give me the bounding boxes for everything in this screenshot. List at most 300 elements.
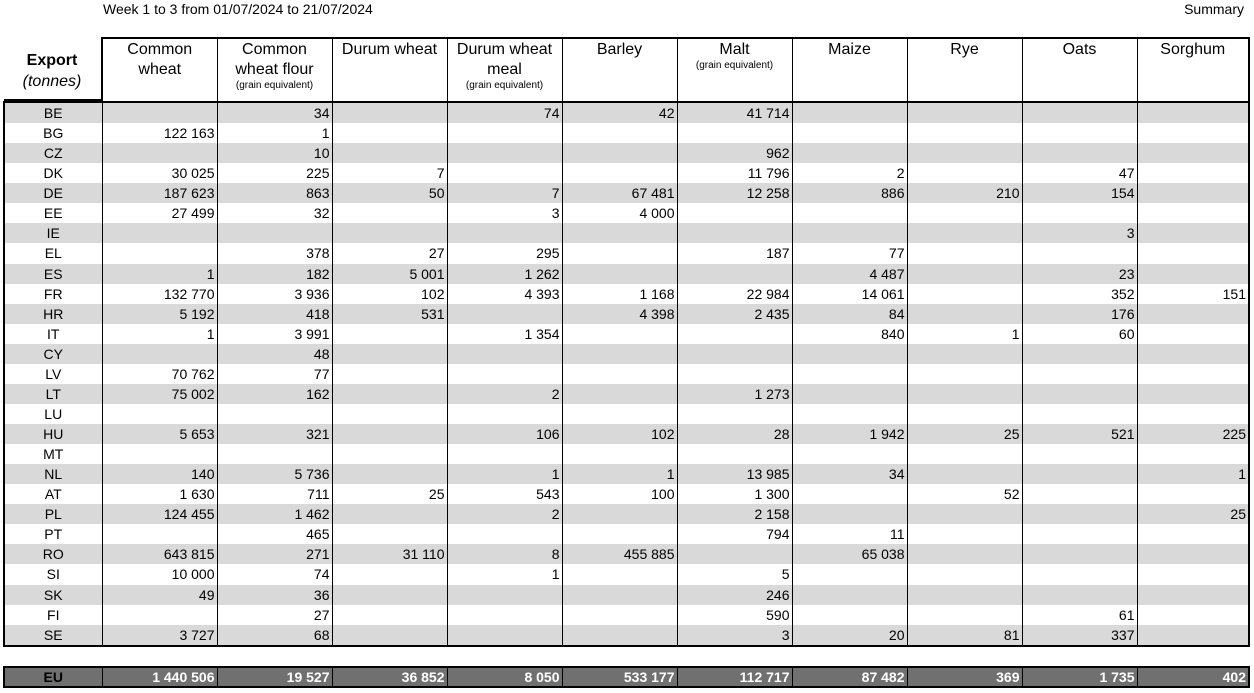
value-cell bbox=[1137, 183, 1249, 203]
value-cell bbox=[1022, 364, 1137, 384]
column-header: Oats bbox=[1022, 38, 1137, 102]
value-cell bbox=[1137, 544, 1249, 564]
table-row bbox=[4, 504, 1249, 524]
value-cell bbox=[1022, 444, 1137, 464]
column-header: Barley bbox=[562, 38, 677, 102]
value-cell: 225 bbox=[217, 163, 332, 183]
table-row bbox=[4, 344, 1249, 364]
value-cell bbox=[1137, 524, 1249, 544]
value-cell: 5 736 bbox=[217, 464, 332, 484]
table-row bbox=[4, 404, 1249, 424]
value-cell: 22 984 bbox=[677, 284, 792, 304]
value-cell bbox=[562, 524, 677, 544]
value-cell: 337 bbox=[1022, 625, 1137, 646]
value-cell bbox=[792, 102, 907, 123]
value-cell: 840 bbox=[792, 324, 907, 344]
value-cell bbox=[332, 384, 447, 404]
value-cell bbox=[907, 243, 1022, 263]
summary-label: Summary bbox=[1184, 1, 1244, 17]
value-cell: 1 942 bbox=[792, 424, 907, 444]
value-cell bbox=[217, 223, 332, 243]
value-cell bbox=[102, 444, 217, 464]
value-cell bbox=[102, 143, 217, 163]
value-cell: 27 bbox=[332, 243, 447, 263]
value-cell bbox=[102, 243, 217, 263]
export-label-title: Export bbox=[26, 52, 78, 69]
value-cell: 106 bbox=[447, 424, 562, 444]
value-cell bbox=[677, 444, 792, 464]
table-row bbox=[4, 484, 1249, 504]
value-cell: 60 bbox=[1022, 324, 1137, 344]
value-cell: 352 bbox=[1022, 284, 1137, 304]
value-cell: 42 bbox=[562, 102, 677, 123]
value-cell: 418 bbox=[217, 304, 332, 324]
value-cell: 1 bbox=[447, 464, 562, 484]
value-cell bbox=[907, 585, 1022, 605]
value-cell: 36 bbox=[217, 585, 332, 605]
value-cell bbox=[332, 123, 447, 143]
country-cell: IE bbox=[4, 223, 102, 243]
table-header bbox=[4, 38, 1249, 102]
export-label-unit: (tonnes) bbox=[22, 73, 82, 90]
value-cell bbox=[562, 243, 677, 263]
value-cell bbox=[1137, 564, 1249, 584]
country-cell: MT bbox=[4, 444, 102, 464]
table-row bbox=[4, 464, 1249, 484]
value-cell bbox=[1137, 243, 1249, 263]
value-cell: 122 163 bbox=[102, 123, 217, 143]
value-cell: 102 bbox=[332, 284, 447, 304]
value-cell: 154 bbox=[1022, 183, 1137, 203]
country-cell: FI bbox=[4, 605, 102, 625]
value-cell bbox=[1137, 585, 1249, 605]
value-cell bbox=[447, 223, 562, 243]
value-cell bbox=[562, 364, 677, 384]
value-cell: 1 168 bbox=[562, 284, 677, 304]
export-underline bbox=[4, 99, 101, 101]
value-cell bbox=[102, 605, 217, 625]
value-cell bbox=[907, 163, 1022, 183]
value-cell: 2 bbox=[447, 384, 562, 404]
value-cell: 531 bbox=[332, 304, 447, 324]
value-cell: 25 bbox=[907, 424, 1022, 444]
value-cell: 48 bbox=[217, 344, 332, 364]
total-value-cell: 369 bbox=[907, 667, 1022, 687]
value-cell bbox=[677, 344, 792, 364]
value-cell bbox=[562, 585, 677, 605]
value-cell: 140 bbox=[102, 464, 217, 484]
value-cell bbox=[1137, 203, 1249, 223]
value-cell: 2 bbox=[792, 163, 907, 183]
value-cell bbox=[562, 143, 677, 163]
value-cell: 886 bbox=[792, 183, 907, 203]
value-cell: 11 bbox=[792, 524, 907, 544]
value-cell: 70 762 bbox=[102, 364, 217, 384]
value-cell: 67 481 bbox=[562, 183, 677, 203]
value-cell: 246 bbox=[677, 585, 792, 605]
value-cell bbox=[1137, 123, 1249, 143]
value-cell bbox=[907, 504, 1022, 524]
value-cell bbox=[792, 444, 907, 464]
total-value-cell: 533 177 bbox=[562, 667, 677, 687]
value-cell bbox=[447, 163, 562, 183]
value-cell: 77 bbox=[217, 364, 332, 384]
value-cell bbox=[447, 444, 562, 464]
value-cell bbox=[907, 404, 1022, 424]
value-cell bbox=[677, 404, 792, 424]
value-cell bbox=[1022, 504, 1137, 524]
value-cell bbox=[907, 444, 1022, 464]
value-cell: 3 bbox=[447, 203, 562, 223]
table-row bbox=[4, 524, 1249, 544]
value-cell: 455 885 bbox=[562, 544, 677, 564]
value-cell: 100 bbox=[562, 484, 677, 504]
value-cell: 1 273 bbox=[677, 384, 792, 404]
table-row bbox=[4, 284, 1249, 304]
value-cell bbox=[102, 404, 217, 424]
value-cell bbox=[677, 203, 792, 223]
value-cell bbox=[447, 344, 562, 364]
value-cell bbox=[562, 384, 677, 404]
country-cell: PT bbox=[4, 524, 102, 544]
value-cell bbox=[907, 102, 1022, 123]
value-cell bbox=[332, 585, 447, 605]
value-cell bbox=[332, 102, 447, 123]
value-cell bbox=[332, 143, 447, 163]
value-cell bbox=[332, 625, 447, 646]
table-row bbox=[4, 123, 1249, 143]
value-cell bbox=[792, 605, 907, 625]
country-cell: HU bbox=[4, 424, 102, 444]
value-cell bbox=[332, 324, 447, 344]
value-cell bbox=[1022, 484, 1137, 504]
value-cell: 25 bbox=[332, 484, 447, 504]
column-header: Malt (grain equivalent) bbox=[677, 38, 792, 102]
value-cell bbox=[792, 384, 907, 404]
value-cell bbox=[1137, 223, 1249, 243]
value-cell: 2 435 bbox=[677, 304, 792, 324]
total-value-cell: 8 050 bbox=[447, 667, 562, 687]
value-cell bbox=[447, 585, 562, 605]
value-cell: 14 061 bbox=[792, 284, 907, 304]
value-cell: 2 158 bbox=[677, 504, 792, 524]
total-value-cell: 19 527 bbox=[217, 667, 332, 687]
value-cell bbox=[907, 284, 1022, 304]
value-cell: 52 bbox=[907, 484, 1022, 504]
value-cell bbox=[792, 504, 907, 524]
value-cell bbox=[792, 564, 907, 584]
value-cell: 4 000 bbox=[562, 203, 677, 223]
value-cell bbox=[792, 344, 907, 364]
column-header: Sorghum bbox=[1137, 38, 1249, 102]
value-cell bbox=[677, 264, 792, 284]
value-cell bbox=[907, 605, 1022, 625]
value-cell bbox=[1137, 605, 1249, 625]
value-cell: 27 bbox=[217, 605, 332, 625]
value-cell bbox=[562, 404, 677, 424]
table-row bbox=[4, 424, 1249, 444]
value-cell bbox=[1137, 264, 1249, 284]
value-cell: 1 bbox=[447, 564, 562, 584]
value-cell: 27 499 bbox=[102, 203, 217, 223]
value-cell: 10 000 bbox=[102, 564, 217, 584]
value-cell: 23 bbox=[1022, 264, 1137, 284]
value-cell: 3 936 bbox=[217, 284, 332, 304]
value-cell: 25 bbox=[1137, 504, 1249, 524]
country-cell: FR bbox=[4, 284, 102, 304]
value-cell bbox=[677, 123, 792, 143]
value-cell bbox=[217, 404, 332, 424]
value-cell: 521 bbox=[1022, 424, 1137, 444]
country-cell: RO bbox=[4, 544, 102, 564]
value-cell bbox=[562, 223, 677, 243]
value-cell: 643 815 bbox=[102, 544, 217, 564]
value-cell bbox=[1137, 163, 1249, 183]
value-cell: 321 bbox=[217, 424, 332, 444]
country-cell: SE bbox=[4, 625, 102, 646]
table-row bbox=[4, 324, 1249, 344]
country-cell: HR bbox=[4, 304, 102, 324]
value-cell: 3 727 bbox=[102, 625, 217, 646]
report-title: Week 1 to 3 from 01/07/2024 to 21/07/2024 bbox=[103, 1, 373, 17]
value-cell: 34 bbox=[792, 464, 907, 484]
value-cell: 3 bbox=[677, 625, 792, 646]
country-cell: LV bbox=[4, 364, 102, 384]
column-header: Maize bbox=[792, 38, 907, 102]
value-cell: 176 bbox=[1022, 304, 1137, 324]
value-cell: 7 bbox=[332, 163, 447, 183]
value-cell: 1 bbox=[102, 264, 217, 284]
value-cell: 41 714 bbox=[677, 102, 792, 123]
value-cell bbox=[1022, 524, 1137, 544]
value-cell bbox=[562, 123, 677, 143]
value-cell bbox=[907, 264, 1022, 284]
value-cell: 102 bbox=[562, 424, 677, 444]
value-cell bbox=[332, 605, 447, 625]
value-cell bbox=[1137, 344, 1249, 364]
value-cell: 1 300 bbox=[677, 484, 792, 504]
country-cell: EL bbox=[4, 243, 102, 263]
value-cell: 962 bbox=[677, 143, 792, 163]
value-cell: 65 038 bbox=[792, 544, 907, 564]
value-cell bbox=[1137, 304, 1249, 324]
value-cell: 3 bbox=[1022, 223, 1137, 243]
value-cell bbox=[677, 364, 792, 384]
value-cell bbox=[332, 404, 447, 424]
value-cell bbox=[792, 404, 907, 424]
value-cell bbox=[332, 524, 447, 544]
table-row bbox=[4, 243, 1249, 263]
value-cell: 5 001 bbox=[332, 264, 447, 284]
value-cell: 124 455 bbox=[102, 504, 217, 524]
value-cell bbox=[1022, 544, 1137, 564]
value-cell bbox=[102, 344, 217, 364]
country-cell: EE bbox=[4, 203, 102, 223]
value-cell bbox=[907, 123, 1022, 143]
value-cell: 187 623 bbox=[102, 183, 217, 203]
value-cell bbox=[1022, 102, 1137, 123]
value-cell: 77 bbox=[792, 243, 907, 263]
value-cell: 1 bbox=[562, 464, 677, 484]
country-cell: ES bbox=[4, 264, 102, 284]
country-cell: PL bbox=[4, 504, 102, 524]
value-cell bbox=[677, 544, 792, 564]
value-cell bbox=[447, 605, 562, 625]
value-cell bbox=[907, 544, 1022, 564]
country-cell: BE bbox=[4, 102, 102, 123]
value-cell bbox=[907, 223, 1022, 243]
column-header: Durum wheat bbox=[332, 38, 447, 102]
value-cell: 1 630 bbox=[102, 484, 217, 504]
value-cell bbox=[102, 223, 217, 243]
value-cell: 1 bbox=[907, 324, 1022, 344]
column-header: Common wheat flour (grain equivalent) bbox=[217, 38, 332, 102]
value-cell: 4 398 bbox=[562, 304, 677, 324]
column-header: Durum wheat meal (grain equivalent) bbox=[447, 38, 562, 102]
value-cell: 2 bbox=[447, 504, 562, 524]
value-cell bbox=[562, 564, 677, 584]
table-row bbox=[4, 143, 1249, 163]
value-cell bbox=[907, 344, 1022, 364]
value-cell bbox=[562, 163, 677, 183]
value-cell bbox=[1022, 344, 1137, 364]
value-cell: 61 bbox=[1022, 605, 1137, 625]
value-cell bbox=[907, 143, 1022, 163]
value-cell: 49 bbox=[102, 585, 217, 605]
value-cell bbox=[447, 625, 562, 646]
value-cell: 162 bbox=[217, 384, 332, 404]
value-cell: 5 192 bbox=[102, 304, 217, 324]
value-cell: 28 bbox=[677, 424, 792, 444]
eu-total-row bbox=[3, 666, 1250, 688]
value-cell: 187 bbox=[677, 243, 792, 263]
country-cell: LT bbox=[4, 384, 102, 404]
value-cell bbox=[1137, 364, 1249, 384]
value-cell bbox=[447, 123, 562, 143]
value-cell: 182 bbox=[217, 264, 332, 284]
value-cell bbox=[1022, 464, 1137, 484]
value-cell: 1 354 bbox=[447, 324, 562, 344]
value-cell: 8 bbox=[447, 544, 562, 564]
country-cell: SK bbox=[4, 585, 102, 605]
value-cell: 1 bbox=[102, 324, 217, 344]
value-cell: 75 002 bbox=[102, 384, 217, 404]
value-cell: 34 bbox=[217, 102, 332, 123]
country-cell: DK bbox=[4, 163, 102, 183]
country-cell: CZ bbox=[4, 143, 102, 163]
value-cell bbox=[332, 223, 447, 243]
total-value-cell: 1 735 bbox=[1022, 667, 1137, 687]
value-cell: 151 bbox=[1137, 284, 1249, 304]
country-cell: CY bbox=[4, 344, 102, 364]
value-cell bbox=[1137, 143, 1249, 163]
column-header: Rye bbox=[907, 38, 1022, 102]
value-cell: 1 462 bbox=[217, 504, 332, 524]
value-cell: 20 bbox=[792, 625, 907, 646]
value-cell bbox=[562, 605, 677, 625]
value-cell: 132 770 bbox=[102, 284, 217, 304]
value-cell: 1 262 bbox=[447, 264, 562, 284]
value-cell: 794 bbox=[677, 524, 792, 544]
column-header: Common wheat bbox=[102, 38, 217, 102]
value-cell: 295 bbox=[447, 243, 562, 263]
table-row bbox=[4, 264, 1249, 284]
country-cell: BG bbox=[4, 123, 102, 143]
value-cell bbox=[907, 304, 1022, 324]
value-cell: 5 653 bbox=[102, 424, 217, 444]
value-cell bbox=[1022, 203, 1137, 223]
table-row bbox=[4, 444, 1249, 464]
value-cell: 31 110 bbox=[332, 544, 447, 564]
value-cell: 210 bbox=[907, 183, 1022, 203]
table-row bbox=[4, 585, 1249, 605]
value-cell bbox=[907, 364, 1022, 384]
value-cell bbox=[1137, 444, 1249, 464]
value-cell: 84 bbox=[792, 304, 907, 324]
value-cell bbox=[792, 143, 907, 163]
value-cell: 465 bbox=[217, 524, 332, 544]
table-row bbox=[4, 203, 1249, 223]
export-label bbox=[4, 50, 100, 101]
value-cell bbox=[792, 123, 907, 143]
value-cell bbox=[907, 203, 1022, 223]
table-body bbox=[4, 102, 1249, 646]
value-cell bbox=[332, 364, 447, 384]
value-cell bbox=[562, 504, 677, 524]
value-cell bbox=[1137, 384, 1249, 404]
value-cell bbox=[1022, 243, 1137, 263]
value-cell bbox=[447, 304, 562, 324]
value-cell: 30 025 bbox=[102, 163, 217, 183]
value-cell bbox=[332, 344, 447, 364]
value-cell bbox=[217, 444, 332, 464]
value-cell bbox=[562, 344, 677, 364]
value-cell: 711 bbox=[217, 484, 332, 504]
value-cell bbox=[447, 364, 562, 384]
country-cell: DE bbox=[4, 183, 102, 203]
total-value-cell: 1 440 506 bbox=[102, 667, 217, 687]
value-cell bbox=[562, 324, 677, 344]
value-cell bbox=[332, 504, 447, 524]
value-cell: 32 bbox=[217, 203, 332, 223]
value-cell bbox=[102, 102, 217, 123]
value-cell bbox=[792, 223, 907, 243]
value-cell bbox=[907, 384, 1022, 404]
value-cell bbox=[102, 524, 217, 544]
value-cell: 3 991 bbox=[217, 324, 332, 344]
value-cell bbox=[562, 264, 677, 284]
value-cell bbox=[447, 143, 562, 163]
value-cell bbox=[1022, 404, 1137, 424]
value-cell: 4 393 bbox=[447, 284, 562, 304]
table-row bbox=[4, 384, 1249, 404]
value-cell bbox=[1137, 484, 1249, 504]
value-cell: 81 bbox=[907, 625, 1022, 646]
value-cell: 68 bbox=[217, 625, 332, 646]
value-cell bbox=[1022, 143, 1137, 163]
value-cell bbox=[1137, 324, 1249, 344]
value-cell bbox=[677, 324, 792, 344]
value-cell bbox=[907, 464, 1022, 484]
table-row bbox=[4, 625, 1249, 646]
value-cell bbox=[677, 223, 792, 243]
value-cell: 74 bbox=[447, 102, 562, 123]
value-cell bbox=[332, 444, 447, 464]
value-cell: 4 487 bbox=[792, 264, 907, 284]
value-cell bbox=[562, 444, 677, 464]
value-cell bbox=[907, 564, 1022, 584]
value-cell bbox=[447, 404, 562, 424]
